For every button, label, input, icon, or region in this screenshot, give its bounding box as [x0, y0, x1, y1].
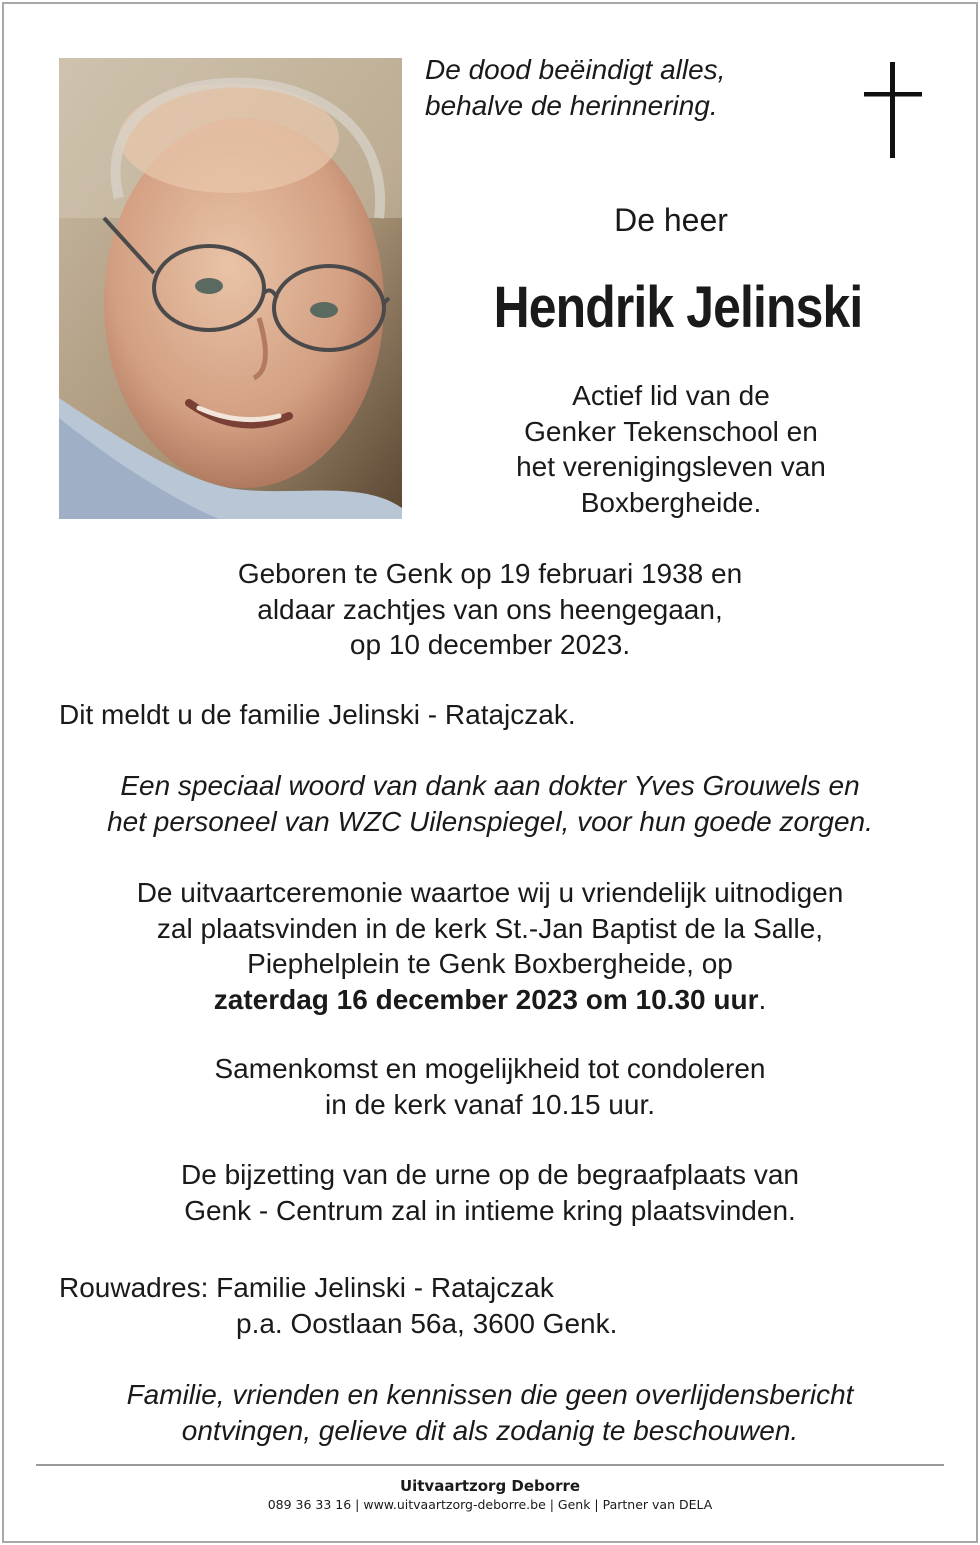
closing-line: ontvingen, gelieve dit als zodanig te beschouwen. [181, 1414, 799, 1446]
quote-line: De dood beëindigt alles, [425, 54, 726, 85]
born-line: op 10 december 2023. [349, 629, 631, 660]
mourning-address-line1: Rouwadres: Familie Jelinski - Ratajczak [59, 1272, 554, 1303]
footer-divider [36, 1464, 944, 1466]
gathering-line: in de kerk vanaf 10.15 uur. [325, 1088, 655, 1120]
portrait-photo [59, 58, 402, 519]
deceased-name: Hendrik Jelinski [493, 275, 863, 340]
about-text [470, 378, 872, 520]
salutation: De heer [614, 202, 728, 238]
ceremony-date-line [40, 982, 940, 1018]
urn-line: Genk - Centrum zal in intieme kring plaatsvinden. [184, 1194, 796, 1226]
gathering-line: Samenkomst en mogelijkheid tot condoleren [214, 1053, 766, 1084]
quote-line: behalve de herinnering. [425, 90, 718, 121]
cross-icon [864, 62, 922, 158]
ceremony-line: Piephelplein te Genk Boxbergheide, op [247, 948, 733, 979]
born-line: Geboren te Genk op 19 februari 1938 en [237, 558, 743, 589]
thanks-line: het personeel van WZC Uilenspiegel, voor hun goede zorgen. [107, 805, 873, 837]
family-announcement: Dit meldt u de familie Jelinski - Ratajczak. [59, 699, 576, 730]
urn-text [40, 1157, 940, 1228]
ceremony-date-suffix: . [758, 983, 767, 1015]
ceremony-line: De uitvaartceremonie waartoe wij u vriendelijk uitnodigen [136, 877, 844, 908]
closing-line: Familie, vrienden en kennissen die geen overlijdensbericht [126, 1379, 854, 1410]
ceremony-line: zal plaatsvinden in de kerk St.-Jan Baptist de la Salle, [156, 912, 824, 944]
memorial-quote [425, 52, 845, 124]
birth-death-text [60, 556, 920, 663]
about-line: Actief lid van de [572, 380, 770, 411]
urn-line: De bijzetting van de urne op de begraafplaats van [181, 1159, 799, 1190]
thanks-line: Een speciaal woord van dank aan dokter Yves Grouwels en [120, 770, 860, 801]
about-line: het verenigingsleven van [516, 451, 826, 482]
born-line: aldaar zachtjes van ons heengegaan, [257, 593, 723, 625]
mourning-address-line2: p.a. Oostlaan 56a, 3600 Genk. [236, 1308, 618, 1339]
about-line: Boxbergheide. [580, 486, 762, 518]
ceremony-text [40, 875, 940, 1017]
gathering-text [40, 1051, 940, 1122]
thanks-text [40, 768, 940, 839]
funeral-home-contact: 089 36 33 16 | www.uitvaartzorg-deborre.be | Genk | Partner van DELA [267, 1497, 713, 1512]
funeral-home-name: Uitvaartzorg Deborre [399, 1477, 581, 1495]
ceremony-date: zaterdag 16 december 2023 om 10.30 uur [213, 983, 759, 1015]
closing-text [40, 1377, 940, 1448]
about-line: Genker Tekenschool en [524, 415, 818, 447]
